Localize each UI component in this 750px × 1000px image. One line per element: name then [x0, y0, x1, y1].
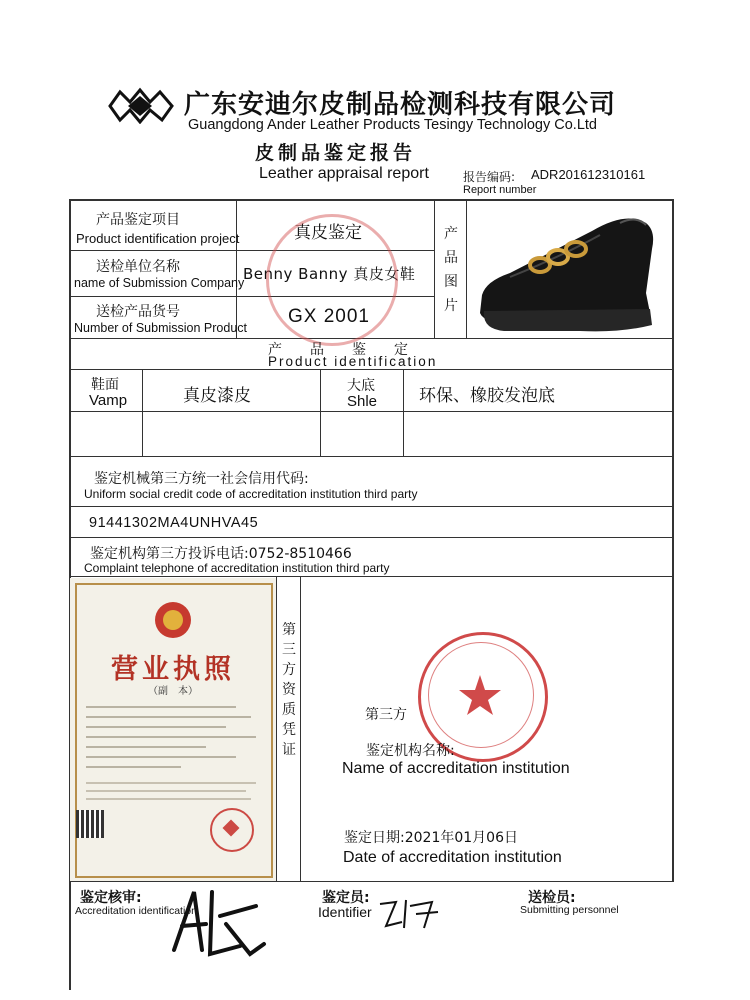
company-name-en: Guangdong Ander Leather Products Tesingy Technology Co.Ltd [188, 117, 597, 133]
qr-code [76, 810, 104, 838]
product-image-label: 产 品 图 片 [444, 226, 458, 314]
seal-star [458, 673, 502, 717]
report-title-en: Leather appraisal report [259, 165, 429, 182]
submitter-label-en: Submitting personnel [520, 904, 619, 916]
credit-label-en: Uniform social credit code of accreditation institution third party [84, 487, 418, 501]
complaint-label-en: Complaint telephone of accreditation institution third party [84, 561, 390, 575]
complaint-label-cn: 鉴定机构第三方投诉电话:0752-8510466 [90, 546, 352, 562]
company-label-cn: 送检单位名称 [96, 259, 180, 275]
auditor-label-en: Accreditation identification [75, 905, 197, 917]
institution-name-label-en: Name of accreditation institution [342, 760, 570, 777]
company-label-en: name of Submission Company [74, 276, 245, 290]
project-value: 真皮鉴定 [294, 223, 362, 243]
company-value: Benny Banny 真皮女鞋 [243, 265, 416, 283]
auditor-signature [160, 884, 270, 960]
identification-heading-cn: 产 品 鉴 定 [268, 342, 408, 358]
report-number: ADR201612310161 [531, 167, 646, 182]
project-label-cn: 产品鉴定项目 [96, 212, 180, 228]
report-number-label-en: Report number [463, 184, 537, 196]
third-party-label: 第三方 [365, 707, 407, 723]
company-seal-faint [266, 214, 398, 346]
number-label-en: Number of Submission Product [74, 321, 247, 335]
identifier-signature [376, 894, 446, 934]
report-title-cn: 皮制品鉴定报告 [255, 142, 417, 164]
credit-code: 91441302MA4UNHVA45 [89, 515, 259, 531]
sole-value: 环保、橡胶发泡底 [419, 386, 555, 406]
accreditation-date: 2021年01月06日 [404, 830, 518, 846]
report-number-label: 报告编码: [463, 170, 516, 184]
vamp-label-en: Vamp [89, 392, 128, 409]
vamp-value: 真皮漆皮 [183, 386, 251, 406]
sole-label-cn: 大底 [347, 378, 375, 394]
project-label-en: Product identification project [76, 231, 240, 246]
identifier-label-cn: 鉴定员: [322, 890, 370, 906]
submitter-label-cn: 送检员: [528, 890, 576, 906]
product-shoe-image [470, 201, 670, 337]
license-title: 营业执照 [111, 654, 235, 685]
qualification-label: 第 三 方 资 质 凭 证 [282, 622, 296, 758]
identifier-label-en: Identifier [318, 904, 372, 920]
credit-label-cn: 鉴定机械第三方统一社会信用代码: [94, 471, 309, 487]
business-license-image [70, 578, 276, 881]
identification-heading-en: Product identification [268, 354, 438, 369]
company-logo [106, 86, 176, 124]
vamp-label-cn: 鞋面 [91, 377, 119, 393]
complaint-phone: 0752-8510466 [248, 546, 352, 562]
sole-label-en: Shle [347, 393, 378, 410]
national-emblem [155, 602, 191, 638]
number-label-cn: 送检产品货号 [96, 304, 180, 320]
accreditation-date-label: 鉴定日期:2021年01月06日 [344, 830, 518, 846]
accreditation-date-label-en: Date of accreditation institution [343, 849, 562, 866]
auditor-label-cn: 鉴定核审: [80, 890, 142, 906]
number-value: GX 2001 [288, 306, 370, 327]
company-name-cn: 广东安迪尔皮制品检测科技有限公司 [184, 90, 617, 120]
license-subtitle: （副 本） [148, 686, 198, 697]
institution-name-label-cn: 鉴定机构名称: [366, 743, 455, 759]
license-seal [210, 808, 254, 852]
